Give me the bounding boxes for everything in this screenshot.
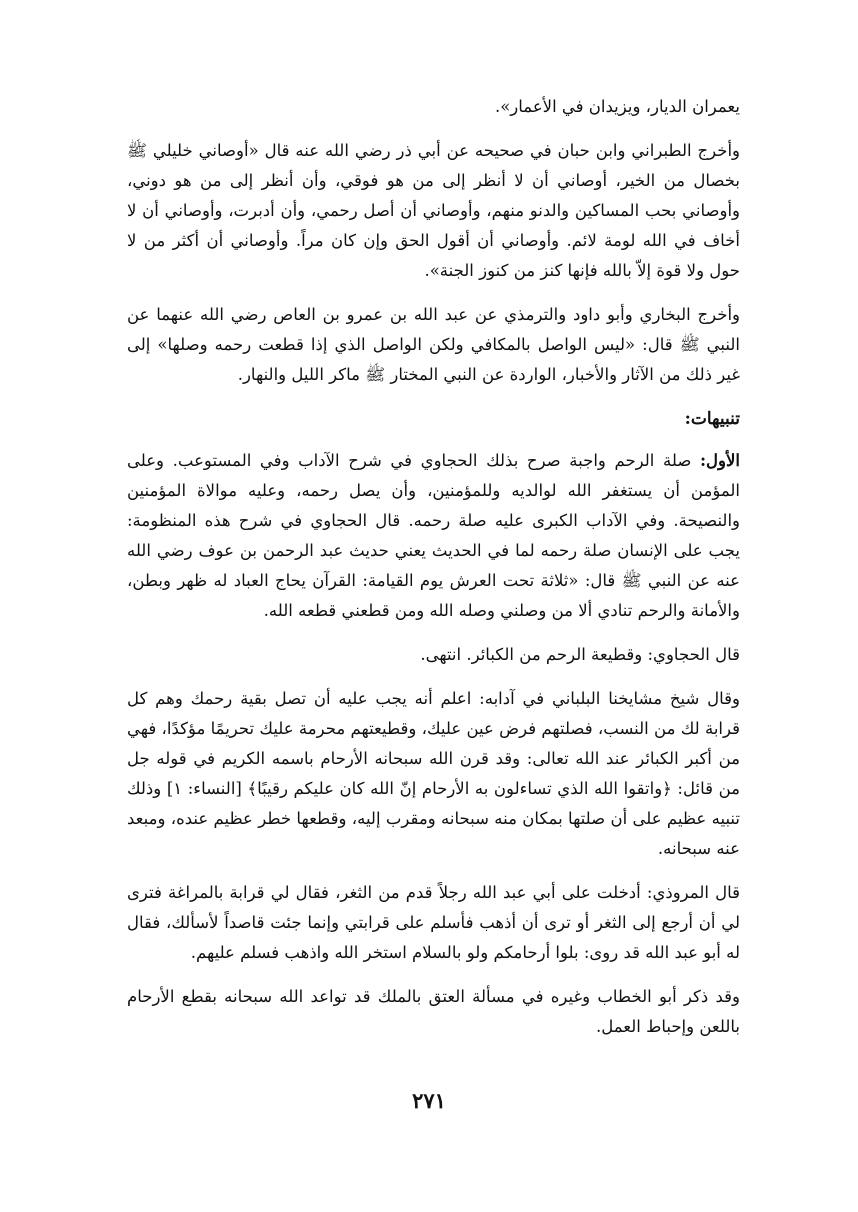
section-heading: تنبيهات: <box>684 409 740 429</box>
note-marrudhi: قال المروذي: أدخلت على أبي عبد الله رجلاً قدم من الثغر، فقال لي قرابة بالمراغة فترى لي أن أرجع إلى الثغر أو ترى أن أذهب فأسلم على قرابتي وإنما جئت قاصداً لأسألك، فقال له أبو عبد الله قد روى: بلوا أرحامكم ولو بالسلام استخر الله واذهب فسلم عليهم. <box>127 883 740 962</box>
paragraph-tabarani-hadith: وأخرج الطبراني وابن حبان في صحيحه عن أبي ذر رضي الله عنه قال «أوصاني خليلي ﷺ بخصال من الخير، أوصاني أن لا أنظر إلى من هو فوقي، وأن أنظر إلى من هو دوني، وأوصاني بحب المساكين والدنو منهم، وأوصاني أن أصل رحمي، وأن أدبرت، وأوصاني أن لا أخاف في الله لومة لائم. وأوصاني أن أقول الحق وإن كان مراً. وأوصاني أن أكثر من لا حول ولا قوة إلاّ بالله فإنها كنز من كنوز الجنة». <box>127 141 740 280</box>
paragraph-bukhari-hadith: وأخرج البخاري وأبو داود والترمذي عن عبد الله بن عمرو بن العاص رضي الله عنهما عن النبي ﷺ قال: «ليس الواصل بالمكافي ولكن الواصل الذي إذا قطعت رحمه وصلها» إلى غير ذلك من الآثار والأخبار، الواردة عن النبي المختار ﷺ ماكر الليل والنهار. <box>127 305 740 384</box>
note-balbani: وقال شيخ مشايخنا البلباني في آدابه: اعلم أنه يجب عليه أن تصل بقية رحمك وهم كل قرابة لك من النسب، فصلتهم فرض عين عليك، وقطيعتهم محرمة عليك تحريمًا مؤكدًا، فهي من أكبر الكبائر عند الله تعالى: وقد قرن الله سبحانه الأرحام باسمه الكريم في قوله جل من قائل: ﴿واتقوا الله الذي تساءلون به الأرحام إنّ الله كان عليكم رقيبًا﴾ [النساء: ١] وذلك تنبيه عظيم على أن صلتها بمكان منه سبحانه ومقرب إليه، وقطعها خطر عظيم عنده، ومبعد عنه سبحانه. <box>127 689 740 858</box>
note-abu-khattab: وقد ذكر أبو الخطاب وغيره في مسألة العتق بالملك قد تواعد الله سبحانه بقطع الأرحام باللعن وإحباط العمل. <box>127 987 740 1036</box>
note-hajjawi: قال الحجاوي: وقطيعة الرحم من الكبائر. انتهى. <box>420 645 740 664</box>
note-first <box>127 446 740 626</box>
note-lead-label: الأول: <box>699 451 740 470</box>
paragraph-hadith-ending: يعمران الديار، ويزيدان في الأعمار». <box>494 97 740 116</box>
page-number: ٢٧١ <box>412 1088 446 1113</box>
note-text: صلة الرحم واجبة صرح بذلك الحجاوي في شرح الآداب وفي المستوعب. وعلى المؤمن أن يستغفر الله لوالديه وللمؤمنين، وأن يصل رحمه، وعليه موالاة المؤمنين والنصيحة. وفي الآداب الكبرى عليه صلة رحمه. قال الحجاوي في شرح هذه المنظومة: يجب على الإنسان صلة رحمه لما في الحديث يعني حديث عبد الرحمن بن عوف رضي الله عنه عن النبي ﷺ قال: «ثلاثة تحت العرش يوم القيامة: القرآن يحاج العباد له ظهر وبطن، والأمانة والرحم تنادي ألا من وصلني وصله الله ومن قطعني قطعه الله. <box>127 451 740 620</box>
